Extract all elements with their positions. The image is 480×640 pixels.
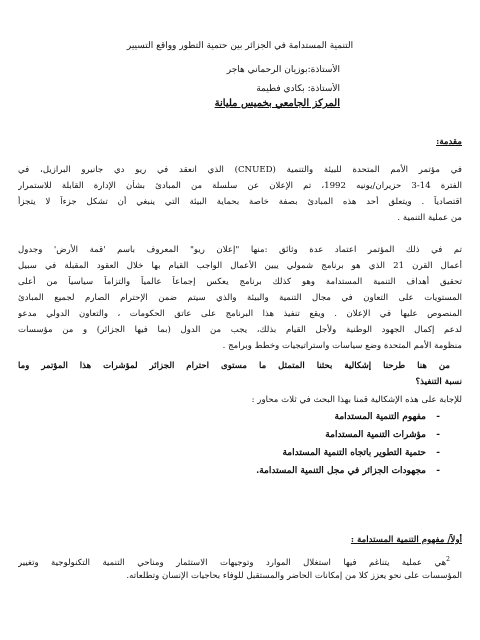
author-1: الأستاذة:بوزيان الرحماني هاجر (226, 65, 340, 75)
problem-statement-line: من هنا طرحنا إشكالية بحثنا المتمثل ما مستوى احترام الجزائر لمؤشرات هذا المؤتمر وما (18, 361, 450, 371)
intro-para2-line: تم في ذلك المؤتمر اعتماد عدة وثائق :منها "إعلان ريو" المعروف باسم 'قمة الأرض' وجدول (18, 245, 462, 255)
problem-statement-line: نسبة التنفيذ؟ (415, 377, 462, 387)
intro-para2-line: منظومة الأمم المتحدة وضع سياسات واستراتيجيات وخطط وبرامج . (222, 341, 462, 351)
intro-para2-line: المنصوص عليها في الإعلان . ويقع تنفيذ هذا البرنامج على عاتق الحكومات ، والتعاون الدولي مدعو (18, 309, 462, 319)
bullet-dash-icon: - (436, 412, 440, 422)
intro-para1-line: اقتصادياً . ويتعلق أحد هذه المبادئ بصفة خاصة بحماية البيئة التي ينبغي أن تشكل جزءاً لا يتجزأ (18, 197, 462, 207)
list-item: -مفهوم التنمية المستدامة (140, 408, 440, 426)
intro-para2-line: لدعم إكمال الجهود الوطنية ولأجل القيام بذلك، يجب من الدول (بما فيها الجزائر) و من مؤسسات (18, 325, 462, 335)
list-item: -حتمية التطوير باتجاه التنمية المستدامة (140, 444, 440, 462)
section1-line: $^2$هي عملية يتناغم فيها استغلال الموارد وتوجيهات الاستثمار ومناحي التنمية التكنولوجية وتغيير (18, 556, 450, 568)
plan-list (140, 408, 440, 480)
list-item: -مؤشرات التنمية المستدامة (140, 426, 440, 444)
plan-intro: للإجابة على هذه الإشكالية قمنا بهذا البحث في ثلاث محاور : (251, 395, 462, 405)
institution-name: المركز الجامعي بخميس مليانة (214, 98, 340, 109)
intro-para1-line: من عملية التنمية . (397, 213, 462, 223)
section1-heading: أولاً/ مفهوم التنمية المستدامة : (350, 535, 462, 545)
author-2: الأستاذة: بكادي فطيمة (256, 84, 340, 94)
bullet-dash-icon: - (436, 448, 440, 458)
footnote-mark: 2 (446, 556, 450, 563)
bullet-dash-icon: - (436, 430, 440, 440)
document-title: التنمية المستدامة في الجزائر بين حتمية التطور وواقع التسيير (126, 41, 354, 51)
intro-para2-line: أعمال القرن 21 الذي هو برنامج شمولي يبين الأعمال الواجب القيام بها خلال العقود المقبلة في سبيل (18, 261, 462, 271)
intro-para1-line: الفترة 14-3 حزيران/يونيه 1992، تم الإعلان عن سلسلة من المبادئ بشأن الإدارة القابلة للاستمرار (18, 181, 462, 191)
bullet-dash-icon: - (436, 466, 440, 476)
intro-para2-line: تحقيق أهداف التنمية المستدامة وهو كذلك برنامج يعكس إجماعاً عالمياً والتزاماً سياسياً من أعلى (18, 277, 462, 287)
list-item: -مجهودات الجزائر في مجل التنمية المستدامة. (140, 462, 440, 480)
intro-para1-line: في مؤتمر الأمم المتحدة للبيئة والتنمية (CNUED) الذي انعقد في ريو دي جانيرو البرازيل، في (18, 165, 462, 175)
intro-para2-line: المستويات على التعاون في مجال التنمية والبيئة والذي سيتم ضمن الإحترام الصارم لجميع المبادئ (18, 293, 462, 303)
intro-heading: مقدمة: (436, 137, 462, 147)
section1-line: المؤسسات على نحو يعزز كلا من إمكانات الحاضر والمستقبل للوفاء بحاجيات الإنسان وتطلعاته. (126, 571, 462, 581)
